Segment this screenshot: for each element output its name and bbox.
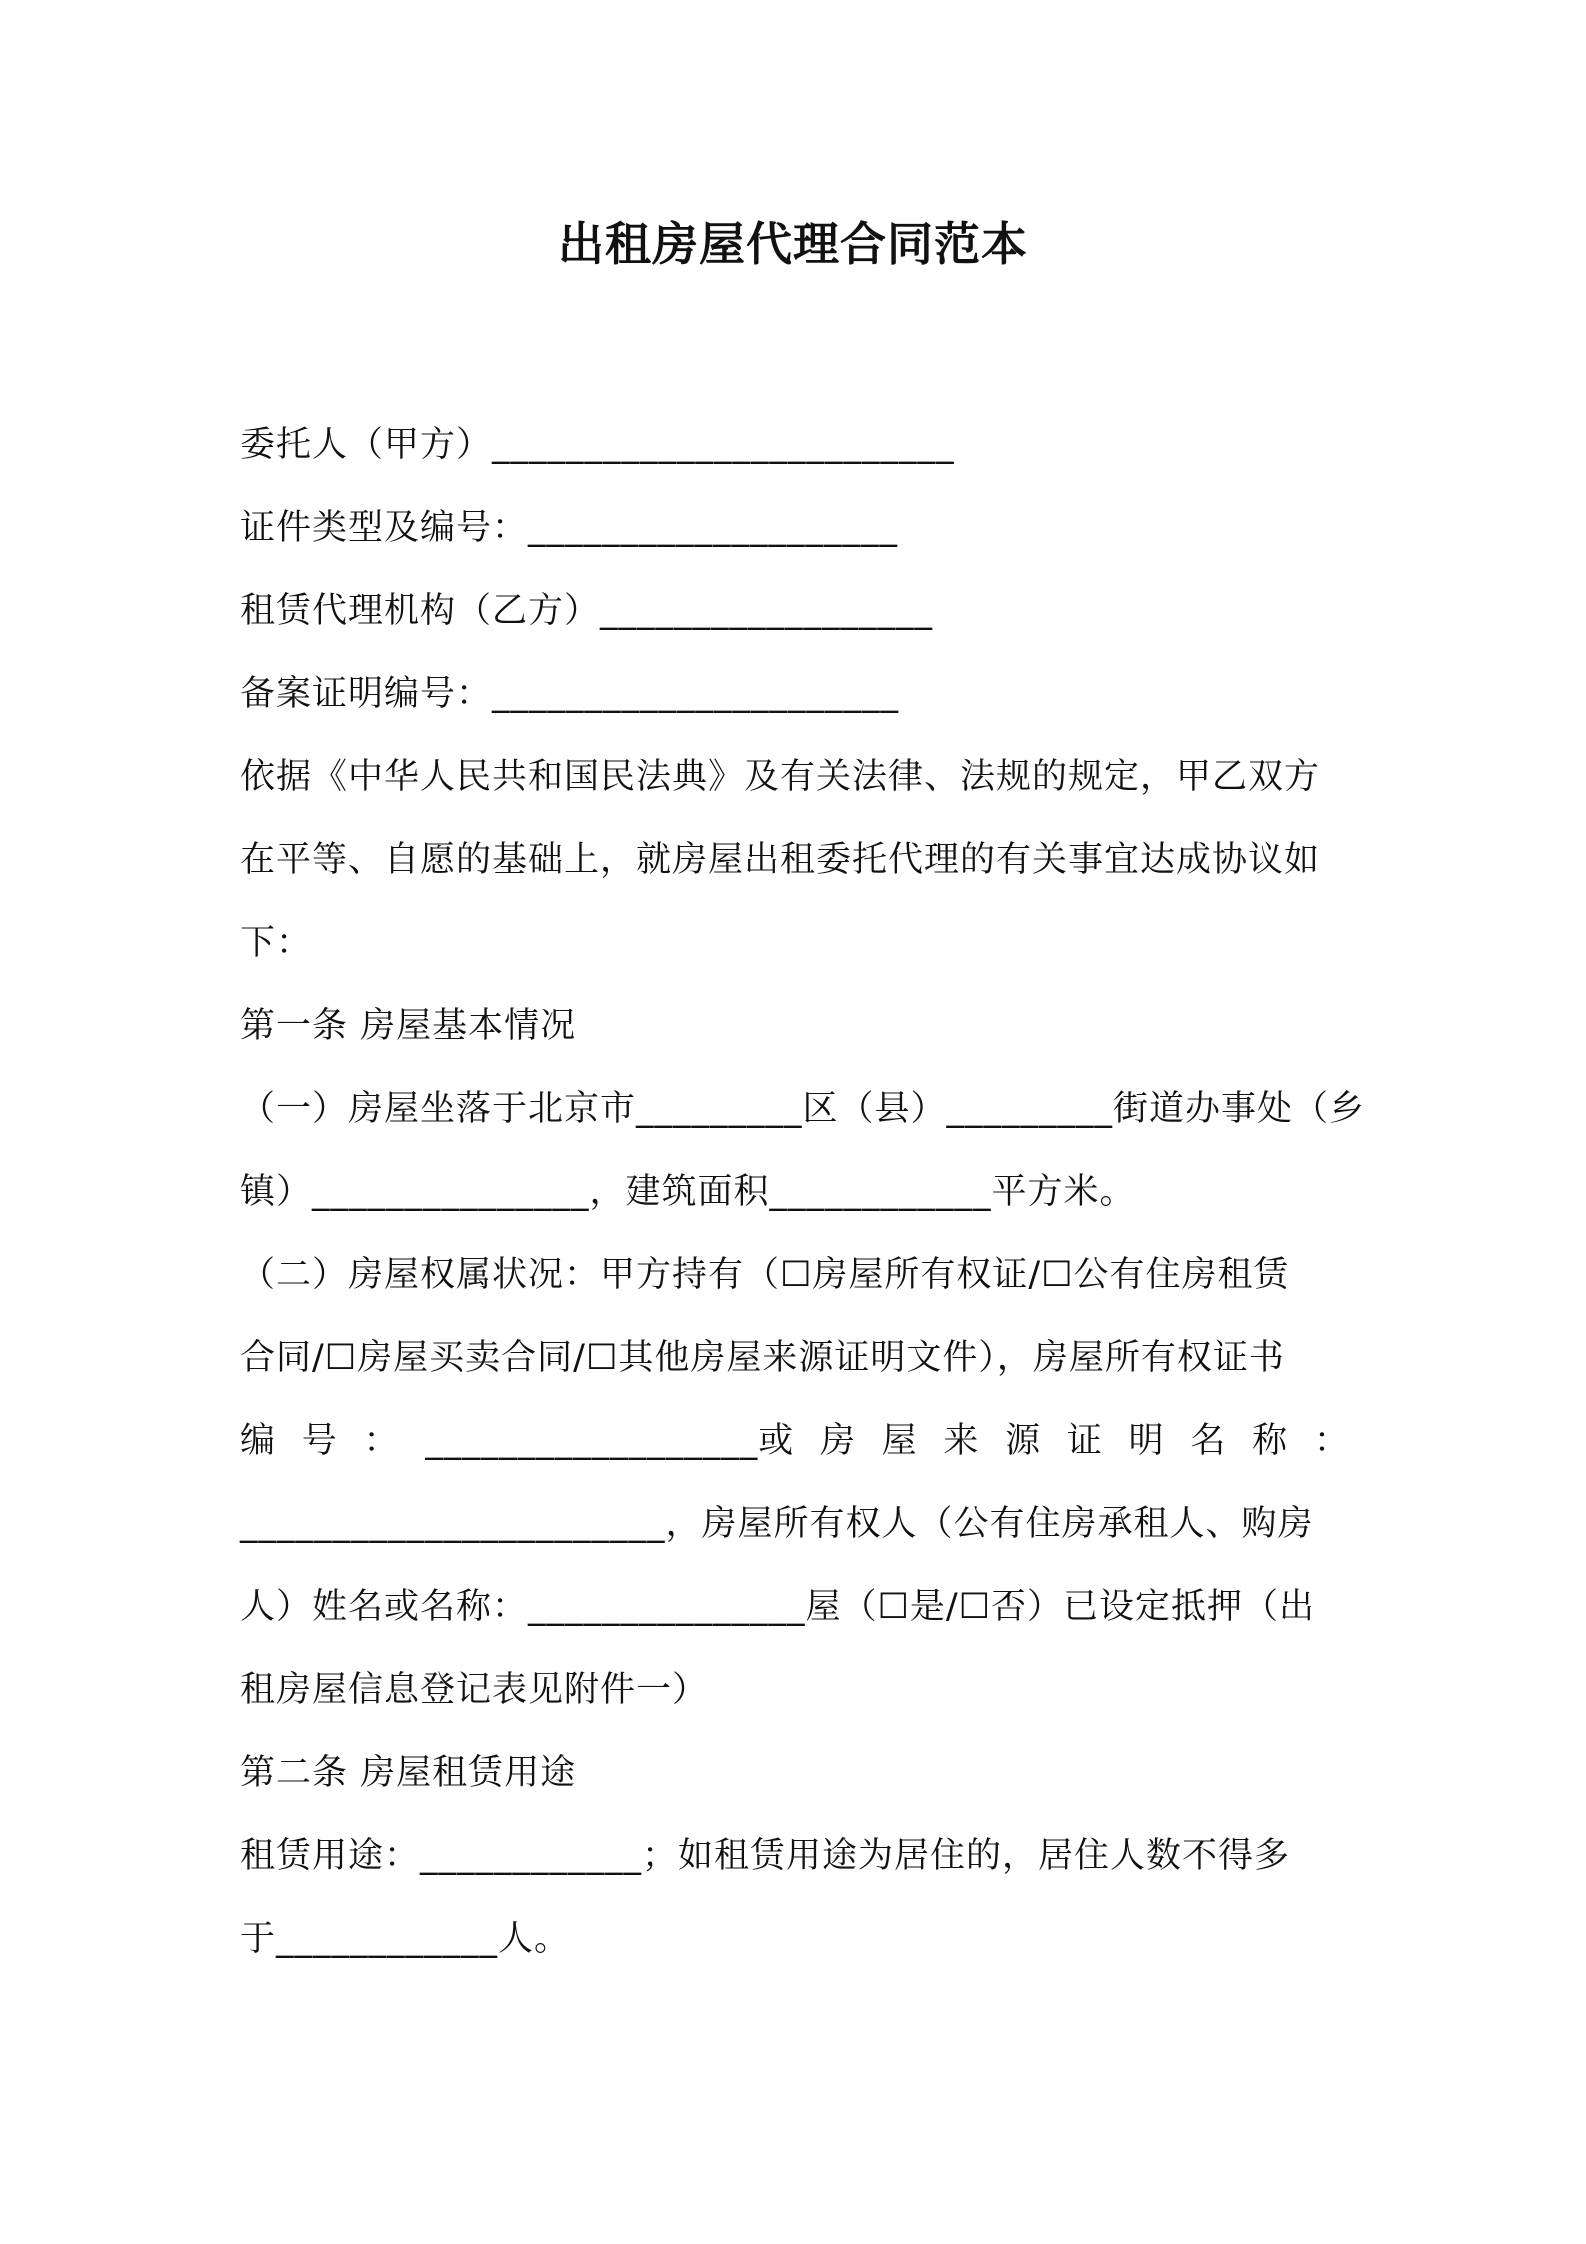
id-type-number-line: 证件类型及编号：____________________: [240, 508, 899, 548]
property-location-line-1: （一）房屋坐落于北京市_________区（县）_________街道办事处（乡: [240, 1089, 1366, 1129]
ownership-status-line-4: _______________________，房屋所有权人（公有住房承租人、购房: [240, 1504, 1314, 1544]
article-1-heading: 第一条 房屋基本情况: [240, 1006, 577, 1046]
document-body: [240, 404, 1366, 1981]
rental-purpose-line-2: 于____________人。: [240, 1919, 571, 1959]
preamble-line-3: 下：: [240, 923, 313, 963]
ownership-status-line-1: （二）房屋权属状况：甲方持有（☐房屋所有权证/☐公有住房租赁: [240, 1255, 1290, 1295]
ownership-status-line-6: 租房屋信息登记表见附件一）: [240, 1670, 709, 1710]
article-2-heading: 第二条 房屋租赁用途: [240, 1753, 577, 1793]
rental-purpose-line-1: 租赁用途：____________；如租赁用途为居住的，居住人数不得多: [240, 1836, 1291, 1876]
ownership-certificate-number-line: 编 号 ： __________________或 房 屋 来 源 证 明 名 称 ：: [240, 1421, 1350, 1461]
principal-party-a-line: 委托人（甲方）_________________________: [240, 425, 955, 465]
filing-certificate-number-line: 备案证明编号：______________________: [240, 674, 900, 714]
rental-agency-party-b-line: 租赁代理机构（乙方）__________________: [240, 591, 934, 631]
property-location-line-2: 镇）_______________，建筑面积____________平方米。: [240, 1172, 1136, 1212]
preamble-line-1: 依据《中华人民共和国民法典》及有关法律、法规的规定，甲乙双方: [240, 757, 1321, 797]
ownership-status-line-2: 合同/☐房屋买卖合同/☐其他房屋来源证明文件），房屋所有权证书: [240, 1338, 1285, 1378]
document-title: 出租房屋代理合同范本: [558, 217, 1028, 271]
preamble-line-2: 在平等、自愿的基础上，就房屋出租委托代理的有关事宜达成协议如: [240, 840, 1321, 880]
ownership-status-line-5: 人）姓名或名称：_______________屋（☐是/☐否）已设定抵押（出: [240, 1587, 1316, 1627]
